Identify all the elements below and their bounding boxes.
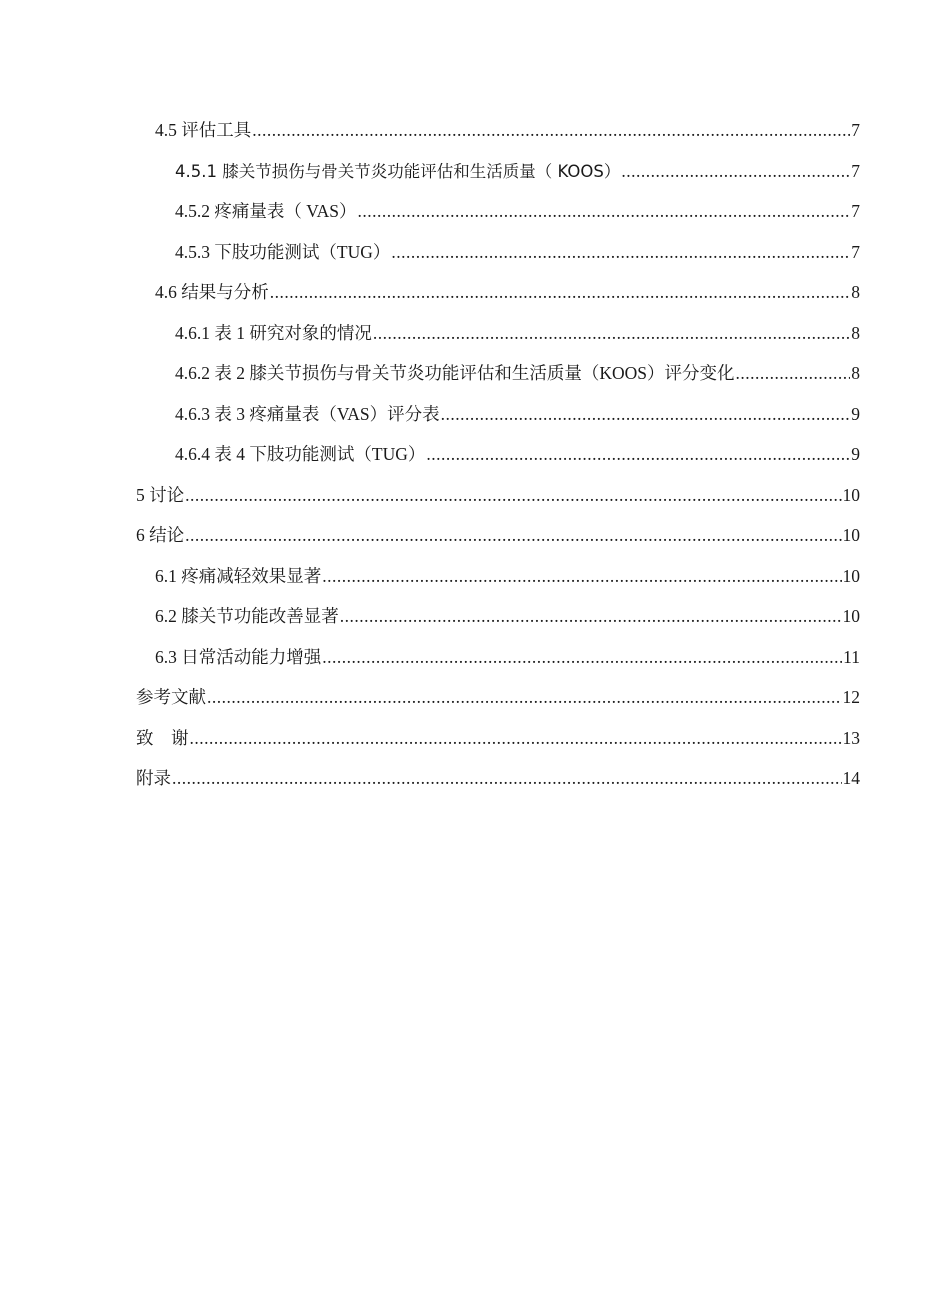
toc-entry-title: 4.6.4 表 4 下肢功能测试（TUG） <box>175 444 426 464</box>
toc-dot-leader <box>185 483 841 507</box>
toc-entry-page: 7 <box>851 120 860 140</box>
toc-entry-6-3[interactable] <box>155 645 860 669</box>
toc-entry-page: 11 <box>843 647 860 667</box>
toc-entry-title: 4.6.2 表 2 膝关节损伤与骨关节炎功能评估和生活质量（KOOS）评分变化 <box>175 363 735 383</box>
toc-entry-page: 7 <box>851 242 860 262</box>
toc-dot-leader <box>207 685 842 709</box>
toc-dot-leader <box>172 766 842 790</box>
toc-entry-4-6-3[interactable] <box>175 402 860 426</box>
toc-entry-title: 4.6.3 表 3 疼痛量表（VAS）评分表 <box>175 404 440 424</box>
toc-entry-6-1[interactable] <box>155 564 860 588</box>
toc-entry-title: 6.3 日常活动能力增强 <box>155 647 322 667</box>
toc-entry-6[interactable] <box>136 523 860 547</box>
toc-entry-page: 10 <box>842 485 860 505</box>
toc-entry-page: 10 <box>842 566 860 586</box>
toc-entry-title: 5 讨论 <box>136 485 185 505</box>
toc-dot-leader <box>252 118 850 142</box>
toc-entry-page: 8 <box>851 323 860 343</box>
toc-entry-title: 6.2 膝关节功能改善显著 <box>155 606 339 626</box>
toc-entry-title: 4.5 评估工具 <box>155 120 252 140</box>
toc-dot-leader <box>621 159 850 183</box>
toc-entry-references[interactable] <box>136 685 860 709</box>
toc-entry-page: 9 <box>851 404 860 424</box>
toc-dot-leader <box>373 321 850 345</box>
toc-entry-4-6-4[interactable] <box>175 442 860 466</box>
toc-dot-leader <box>190 726 842 750</box>
toc-dot-leader <box>358 199 851 223</box>
toc-dot-leader <box>185 523 841 547</box>
toc-dot-leader <box>441 402 851 426</box>
toc-entry-title: 4.5.3 下肢功能测试（TUG） <box>175 242 391 262</box>
toc-entry-acknowledgements[interactable] <box>136 726 860 750</box>
toc-dot-leader <box>322 564 841 588</box>
toc-entry-page: 7 <box>851 201 860 221</box>
toc-entry-title: 致 谢 <box>136 728 189 748</box>
toc-entry-title: 4.6.1 表 1 研究对象的情况 <box>175 323 372 343</box>
toc-entry-title: 参考文献 <box>136 687 206 707</box>
toc-entry-4-5-1[interactable] <box>175 159 860 183</box>
toc-dot-leader <box>391 240 850 264</box>
toc-entry-4-6-2[interactable] <box>175 361 860 385</box>
toc-dot-leader <box>426 442 850 466</box>
toc-dot-leader <box>340 604 842 628</box>
toc-entry-title: 4.6 结果与分析 <box>155 282 269 302</box>
toc-entry-page: 8 <box>851 282 860 302</box>
toc-entry-title: 4.5.2 疼痛量表（ VAS） <box>175 201 357 221</box>
toc-entry-page: 14 <box>842 768 860 788</box>
toc-entry-page: 7 <box>851 161 860 181</box>
toc-dot-leader <box>270 280 851 304</box>
toc-entry-page: 12 <box>842 687 860 707</box>
toc-entry-4-6-1[interactable] <box>175 321 860 345</box>
toc-entry-title: 附录 <box>136 768 171 788</box>
toc-dot-leader <box>736 361 851 385</box>
toc-entry-page: 10 <box>842 606 860 626</box>
toc-dot-leader <box>322 645 842 669</box>
toc-entry-4-5-3[interactable] <box>175 240 860 264</box>
toc-entry-appendix[interactable] <box>136 766 860 790</box>
toc-entry-4-5[interactable] <box>155 118 860 142</box>
toc-entry-5[interactable] <box>136 483 860 507</box>
toc-entry-title: 6.1 疼痛减轻效果显著 <box>155 566 322 586</box>
toc-entry-title: 4.5.1 膝关节损伤与骨关节炎功能评估和生活质量（ KOOS） <box>175 162 621 181</box>
toc-entry-page: 13 <box>842 728 860 748</box>
toc-entry-page: 8 <box>851 363 860 383</box>
toc-entry-4-5-2[interactable] <box>175 199 860 223</box>
toc-entry-page: 10 <box>842 525 860 545</box>
toc-entry-4-6[interactable] <box>155 280 860 304</box>
toc-entry-title: 6 结论 <box>136 525 185 545</box>
toc-entry-6-2[interactable] <box>155 604 860 628</box>
toc-entry-page: 9 <box>851 444 860 464</box>
